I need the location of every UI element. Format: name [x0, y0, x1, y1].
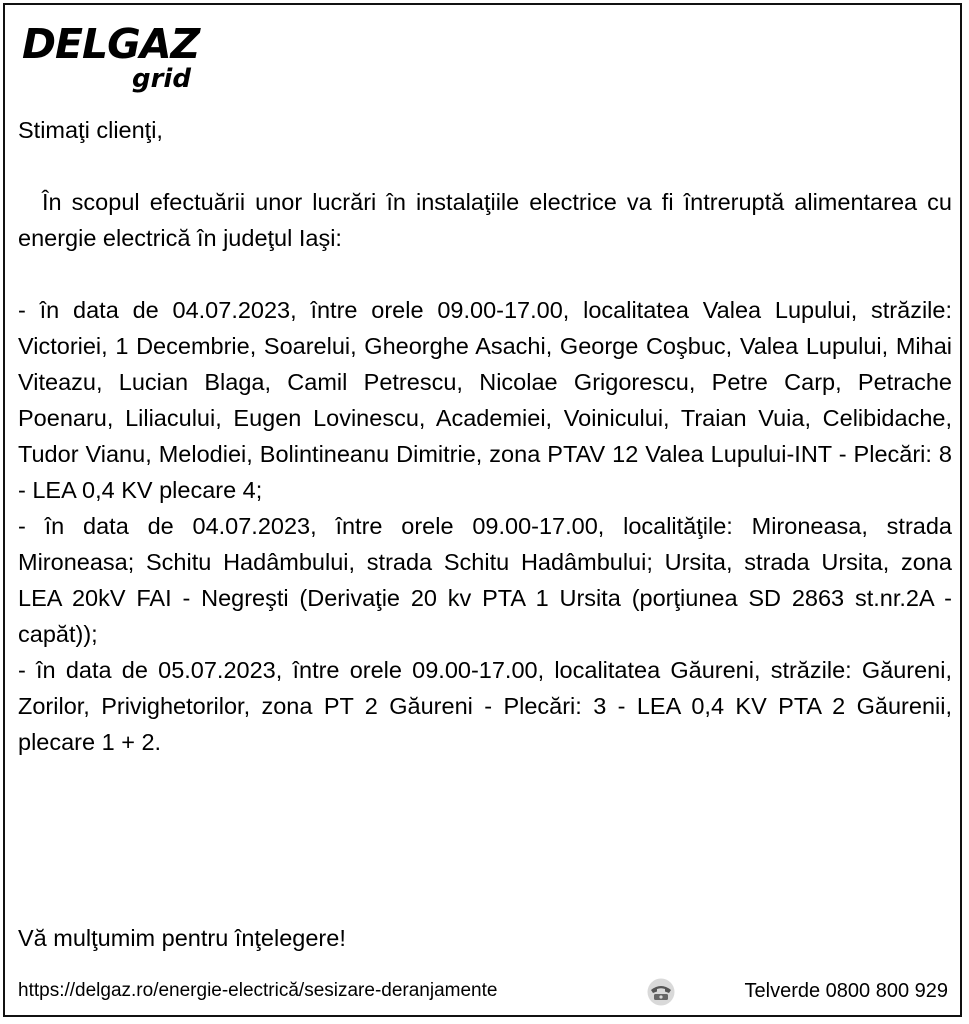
greeting: Stimaţi clienţi,	[18, 117, 163, 143]
delgaz-grid-logo	[22, 22, 212, 98]
outage-item-3: - în data de 05.07.2023, între orele 09.00-17.00, localitatea Găureni, străzile: Găureni, Zorilor, Privighetorilor, zona PT 2 Găureni - Plecări: 3 - LEA 0,4 KV PTA 2 Găurenii, plecare 1 + 2.	[18, 657, 952, 755]
notice-body	[18, 112, 952, 760]
footer	[18, 974, 952, 1008]
closing-line: Vă mulţumim pentru înţelegere!	[18, 925, 346, 951]
intro-paragraph: În scopul efectuării unor lucrări în instalaţiile electrice va fi întreruptă alimentarea cu energie electrică în judeţul Iaşi:	[18, 189, 952, 251]
telephone-icon	[646, 978, 676, 1006]
logo-sub-text: grid	[132, 64, 191, 94]
outage-item-2: - în data de 04.07.2023, între orele 09.00-17.00, localităţile: Mironeasa, strada Mironeasa; Schitu Hadâmbului, strada Schitu Hadâmbului; Ursita, strada Ursita, zona LEA 20kV FAI - Negreşti (Derivaţie 20 kv PTA 1 Ursita (porţiunea SD 2863 st.nr.2A - capăt));	[18, 513, 952, 647]
logo-main-text: DELGAZ	[22, 20, 200, 68]
footer-url-link[interactable]: https://delgaz.ro/energie-electrică/sesizare-deranjamente	[18, 980, 498, 1001]
phone-number: Telverde 0800 800 929	[744, 980, 948, 1002]
outage-item-1: - în data de 04.07.2023, între orele 09.00-17.00, localitatea Valea Lupului, străzile: Victoriei, 1 Decembrie, Soarelui, Gheorghe Asachi, George Coşbuc, Valea Lupului, Mihai Viteazu, Lucian Blaga, Camil Petrescu, Nicolae Grigorescu, Petre Carp, Petrache Poenaru, Liliacului, Eugen Lovinescu, Academiei, Voinicului, Traian Vuia, Celibidache, Tudor Vianu, Melodiei, Bolintineanu Dimitrie, zona PTAV 12 Valea Lupului-INT - Plecări: 8 - LEA 0,4 KV plecare 4;	[18, 297, 952, 503]
